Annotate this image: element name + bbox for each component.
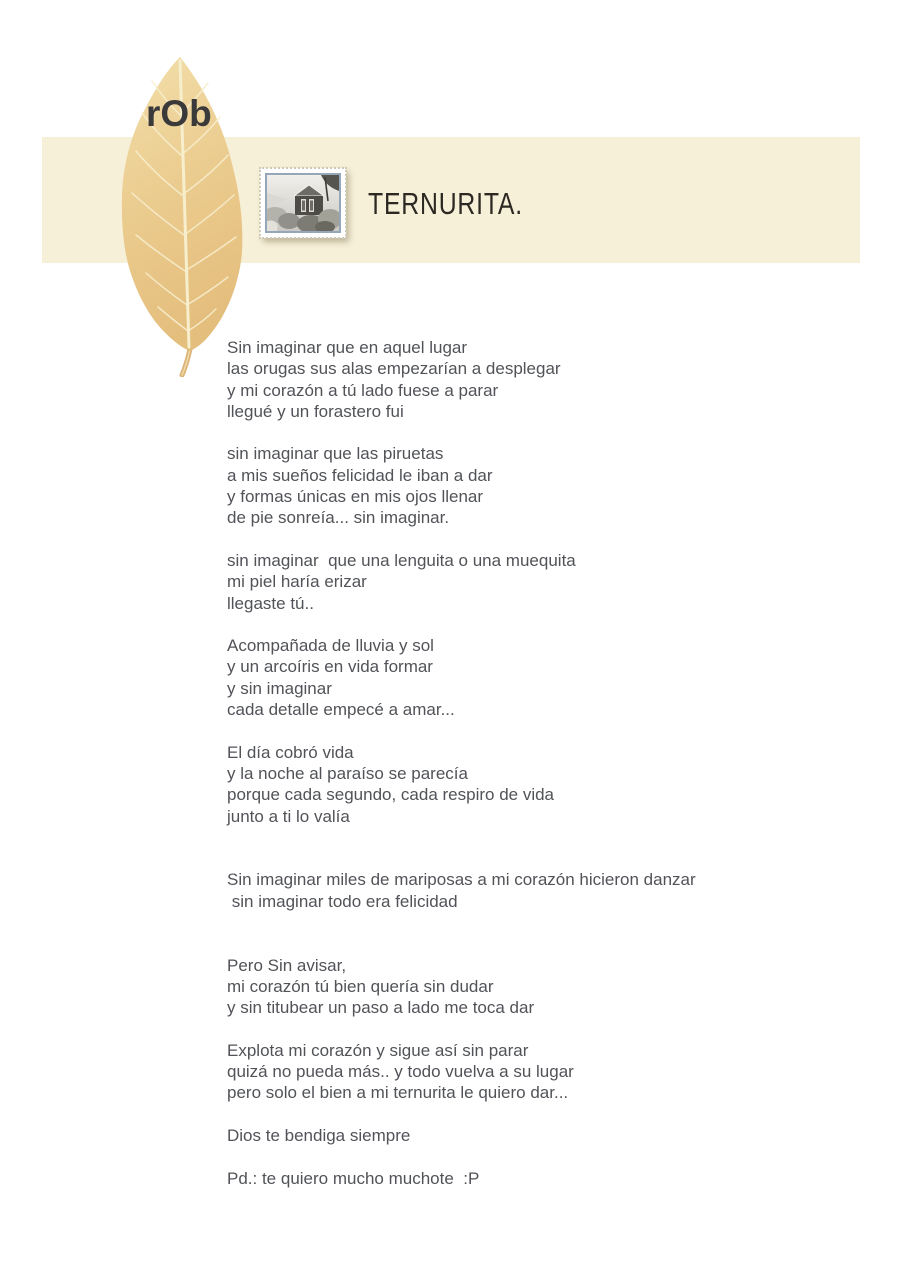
poem-line: y la noche al paraíso se parecía — [227, 763, 468, 783]
stanza — [227, 742, 847, 827]
poem-line: y mi corazón a tú lado fuese a parar — [227, 380, 499, 400]
poem-line: mi corazón tú bien quería sin dudar — [227, 976, 494, 996]
page-title: TERNURITA. — [368, 186, 523, 221]
author-name: rOb — [146, 93, 212, 134]
poem-line: llegaste tú.. — [227, 593, 314, 613]
poem-line: junto a ti lo valía — [227, 806, 350, 826]
stanza — [227, 869, 847, 912]
stanza — [227, 443, 847, 528]
poem-line: y un arcoíris en vida formar — [227, 657, 433, 677]
poem-line: Sin imaginar que en aquel lugar — [227, 338, 468, 357]
stanza — [227, 1040, 847, 1104]
poem-line: Sin imaginar miles de mariposas a mi corazón hicieron danzar — [227, 870, 696, 890]
stanza — [227, 635, 847, 720]
poem-line: Pd.: te quiero mucho muchote :P — [227, 1168, 480, 1188]
poem-line: Dios te bendiga siempre — [227, 1125, 411, 1145]
poem-line: Pero Sin avisar, — [227, 955, 347, 975]
stanza — [227, 337, 847, 422]
poem-line: sin imaginar que las piruetas — [227, 444, 444, 464]
poem-line: y formas únicas en mis ojos llenar — [227, 487, 484, 507]
poem-line: y sin titubear un paso a lado me toca dar — [227, 998, 535, 1018]
poem-line: pero solo el bien a mi ternurita le quiero dar... — [227, 1083, 569, 1103]
stanza — [227, 955, 847, 1019]
poem — [227, 337, 847, 1210]
poem-line: de pie sonreía... sin imaginar. — [227, 508, 450, 528]
poem-line: llegué y un forastero fui — [227, 401, 404, 421]
stanza — [227, 1168, 847, 1189]
poem-line: mi piel haría erizar — [227, 572, 367, 592]
stanza — [227, 1125, 847, 1146]
poem-line: a mis sueños felicidad le iban a dar — [227, 465, 493, 485]
poem-line: las orugas sus alas empezarían a desplegar — [227, 359, 561, 379]
poem-line: Acompañada de lluvia y sol — [227, 636, 434, 656]
stamp — [260, 168, 346, 238]
cabin-photo — [267, 175, 339, 231]
poem-line: sin imaginar todo era felicidad — [227, 891, 458, 911]
stamp-frame — [265, 173, 341, 233]
poem-line: sin imaginar que una lenguita o una muequita — [227, 550, 576, 570]
poem-line: El día cobró vida — [227, 742, 354, 762]
poem-line: Explota mi corazón y sigue así sin parar — [227, 1040, 529, 1060]
poem-line: quizá no pueda más.. y todo vuelva a su lugar — [227, 1062, 574, 1082]
poem-line: cada detalle empecé a amar... — [227, 700, 455, 720]
stanza — [227, 550, 847, 614]
poem-line: y sin imaginar — [227, 678, 332, 698]
poem-line: porque cada segundo, cada respiro de vida — [227, 785, 555, 805]
